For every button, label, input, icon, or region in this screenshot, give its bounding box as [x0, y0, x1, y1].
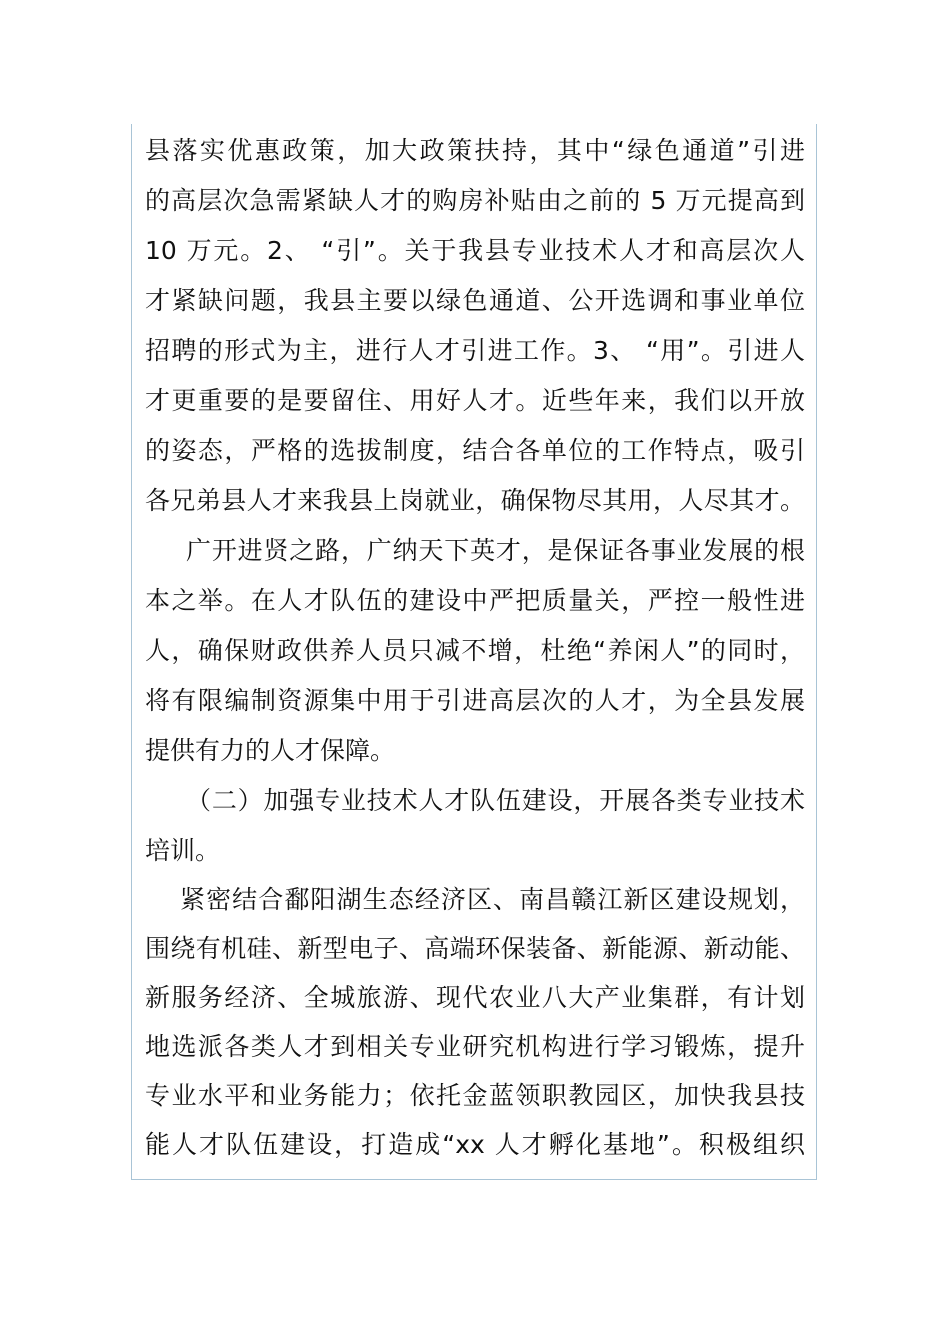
text-line: 新服务经济、全城旅游、现代农业八大产业集群，有计划 — [145, 983, 805, 1012]
text-line: 人，确保财政供养人员只减不增，杜绝“养闲人”的同时， — [145, 636, 805, 665]
text-line: 专业水平和业务能力；依托金蓝领职教园区，加快我县技 — [145, 1081, 805, 1110]
paragraph-start-line: 紧密结合鄱阳湖生态经济区、南昌赣江新区建设规划， — [180, 885, 805, 914]
text-line: 提供有力的人才保障。 — [145, 736, 396, 765]
section-heading-line: （二）加强专业技术人才队伍建设，开展各类专业技术 — [186, 786, 805, 815]
text-line: 才紧缺问题，我县主要以绿色通道、公开选调和事业单位 — [145, 286, 805, 315]
section-heading-line: 培训。 — [145, 836, 221, 865]
text-line: 招聘的形式为主，进行人才引进工作。3、 “用”。引进人 — [145, 336, 805, 365]
text-line: 各兄弟县人才来我县上岗就业，确保物尽其用，人尽其才。 — [145, 486, 805, 515]
text-line: 县落实优惠政策，加大政策扶持，其中“绿色通道”引进 — [145, 136, 805, 165]
text-line: 本之举。在人才队伍的建设中严把质量关，严控一般性进 — [145, 586, 805, 615]
text-line: 将有限编制资源集中用于引进高层次的人才，为全县发展 — [145, 686, 805, 715]
text-line: 才更重要的是要留住、用好人才。近些年来，我们以开放 — [145, 386, 805, 415]
text-line: 的高层次急需紧缺人才的购房补贴由之前的 5 万元提高到 — [145, 186, 805, 215]
text-line: 地选派各类人才到相关专业研究机构进行学习锻炼，提升 — [145, 1032, 805, 1061]
paragraph-start-line: 广开进贤之路，广纳天下英才，是保证各事业发展的根 — [186, 536, 805, 565]
text-line: 的姿态，严格的选拔制度，结合各单位的工作特点，吸引 — [145, 436, 805, 465]
text-line: 围绕有机硅、新型电子、高端环保装备、新能源、新动能、 — [145, 934, 805, 963]
text-line: 10 万元。2、 “引”。关于我县专业技术人才和高层次人 — [145, 236, 805, 265]
text-line: 能人才队伍建设，打造成“xx 人才孵化基地”。积极组织 — [145, 1130, 805, 1159]
